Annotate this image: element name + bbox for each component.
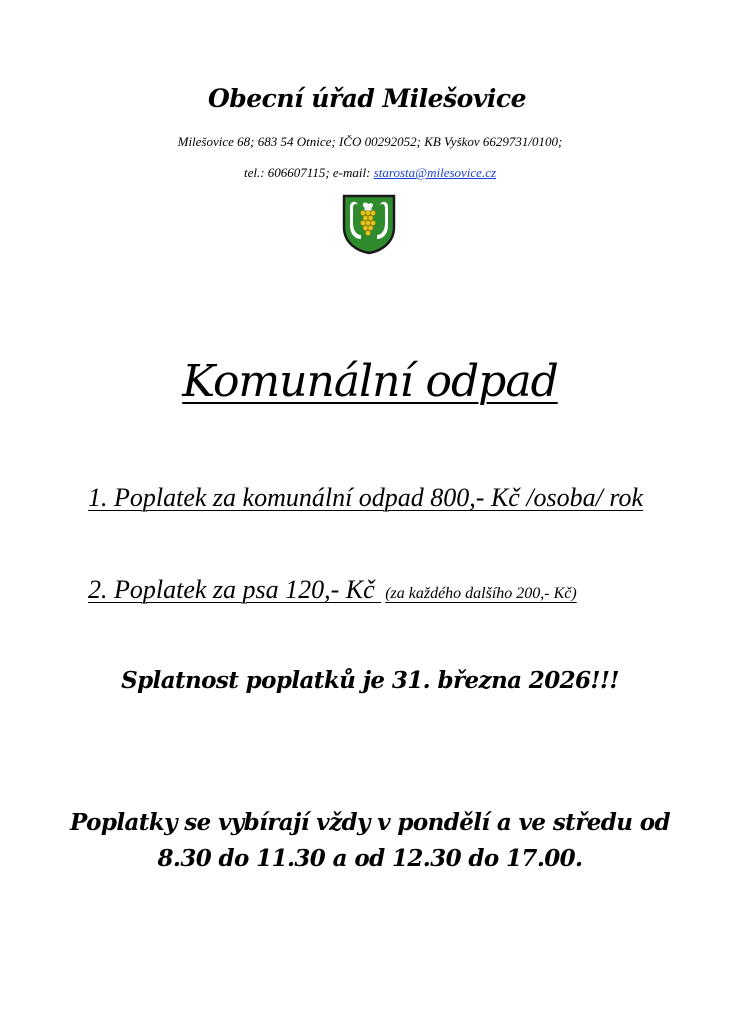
collection-hours-line2: 8.30 do 11.30 a od 12.30 do 17.00. [157,845,583,872]
address-line: Milešovice 68; 683 54 Otnice; IČO 00292052; KB Vyškov 6629731/0100; [177,134,563,149]
payment-deadline: Splatnost poplatků je 31. března 2026!!! [121,667,619,694]
email-link[interactable]: starosta@milesovice.cz [373,165,497,180]
page-title [0,356,734,407]
fee-item-dog-note: (za každého dalšího 200,- Kč) [385,585,577,602]
municipal-coat-of-arms-icon [341,193,397,255]
fee-item-waste [88,483,643,513]
fee-item-dog-text: 2. Poplatek za psa 120,- Kč [88,575,375,604]
contact-line [0,165,734,181]
office-name: Obecní úřad Milešovice [208,84,526,113]
fee-item-dog [88,575,577,605]
collection-hours-line1: Poplatky se vybírají vždy v pondělí a ve středu od [70,809,670,836]
contact-phone: tel.: 606607115; e-mail: [243,165,374,180]
fee-item-waste-text: 1. Poplatek za komunální odpad 800,- Kč /osoba/ rok [88,483,644,512]
collection-hours [0,805,734,877]
page-title-text: Komunální odpad [182,356,558,407]
